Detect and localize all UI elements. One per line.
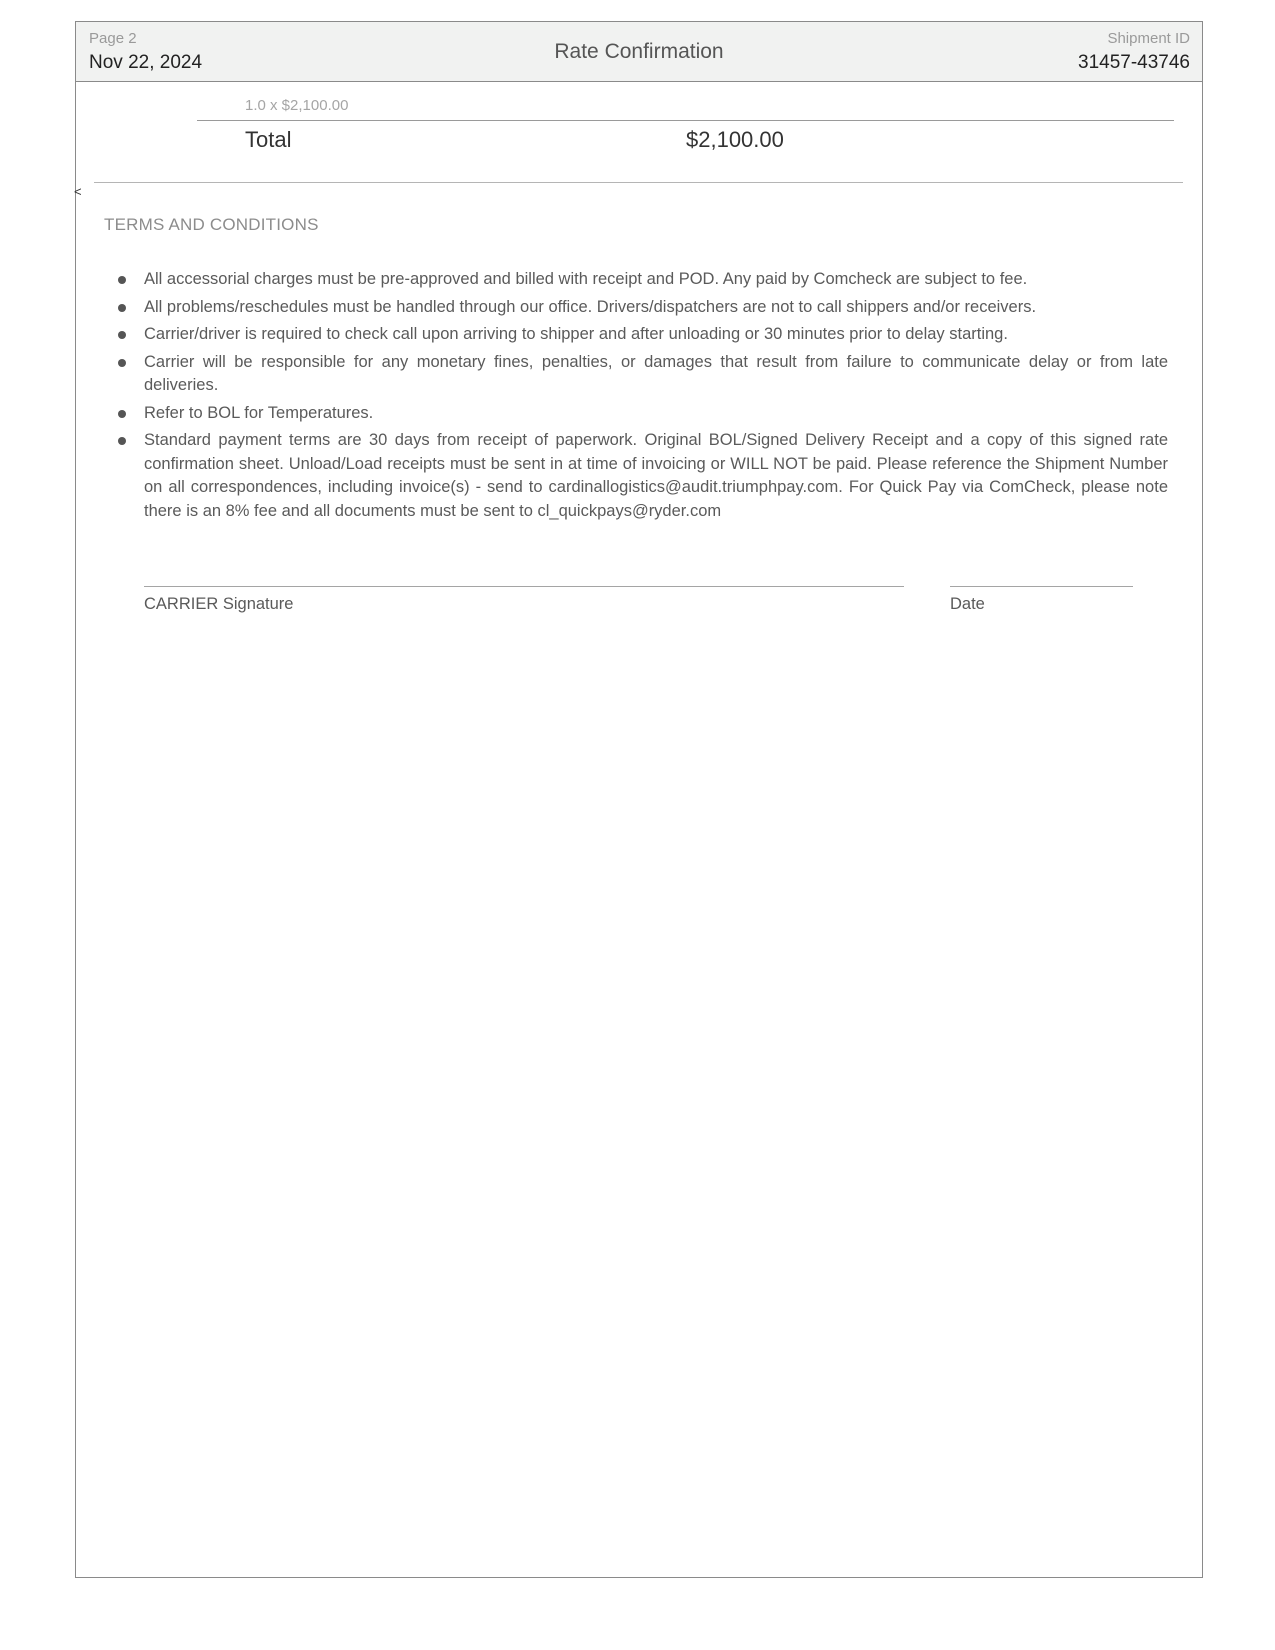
bullet-icon xyxy=(118,304,126,312)
document-title: Rate Confirmation xyxy=(554,40,724,63)
bullet-icon xyxy=(118,359,126,367)
total-label: Total xyxy=(245,127,292,152)
terms-item-text: All problems/reschedules must be handled through our office. Drivers/dispatchers are not to call shippers and/or receivers. xyxy=(144,297,1037,316)
chevron-left-icon: < xyxy=(74,184,82,199)
rate-line-item: 1.0 x $2,100.00 xyxy=(245,97,349,114)
terms-item xyxy=(116,323,1168,347)
terms-item xyxy=(116,351,1168,398)
shipment-id-label: Shipment ID xyxy=(1107,30,1190,47)
document-page xyxy=(75,21,1203,1578)
terms-item-text: Carrier/driver is required to check call upon arriving to shipper and after unloading or 30 minutes prior to delay starting. xyxy=(144,325,1008,343)
signature-date-label: Date xyxy=(950,595,985,613)
terms-item xyxy=(116,402,1168,426)
terms-item xyxy=(116,268,1168,292)
terms-item-text: Carrier will be responsible for any monetary fines, penalties, or damages that result from failure to communicate delay or from late deliveries. xyxy=(144,352,1168,394)
document-date: Nov 22, 2024 xyxy=(89,52,203,73)
terms-item xyxy=(116,429,1168,523)
section-divider xyxy=(94,182,1183,183)
page-header xyxy=(76,22,1202,82)
terms-item-text: Standard payment terms are 30 days from receipt of paperwork. Original BOL/Signed Delivery Receipt and a copy of this signed rate confirmation sheet. Unload/Load receipts must be sent in at time of invoicing or WILL NOT be paid. Please reference the Shipment Number on all correspondences, including invoice(s) - send to cardinallogistics@audit.triumphpay.com. For Quick Pay via ComCheck, please note there is an 8% fee and all documents must be sent to cl_quickpays@ryder.com xyxy=(144,431,1168,520)
terms-item-text: Refer to BOL for Temperatures. xyxy=(144,403,374,422)
signature-date-line[interactable] xyxy=(950,586,1133,587)
terms-item xyxy=(116,296,1168,320)
carrier-signature-label: CARRIER Signature xyxy=(144,595,294,613)
terms-heading: TERMS AND CONDITIONS xyxy=(104,215,319,234)
page-number-label: Page 2 xyxy=(89,30,137,47)
rate-divider xyxy=(197,120,1174,121)
terms-item-text: All accessorial charges must be pre-approved and billed with receipt and POD. Any paid by Comcheck are subject to fee. xyxy=(144,270,1028,288)
shipment-id-value: 31457-43746 xyxy=(1078,52,1190,73)
total-amount: $2,100.00 xyxy=(686,127,784,152)
carrier-signature-line[interactable] xyxy=(144,586,904,587)
bullet-icon xyxy=(118,276,126,284)
bullet-icon xyxy=(118,437,126,445)
terms-list xyxy=(116,268,1168,527)
bullet-icon xyxy=(118,331,126,339)
bullet-icon xyxy=(118,410,126,418)
